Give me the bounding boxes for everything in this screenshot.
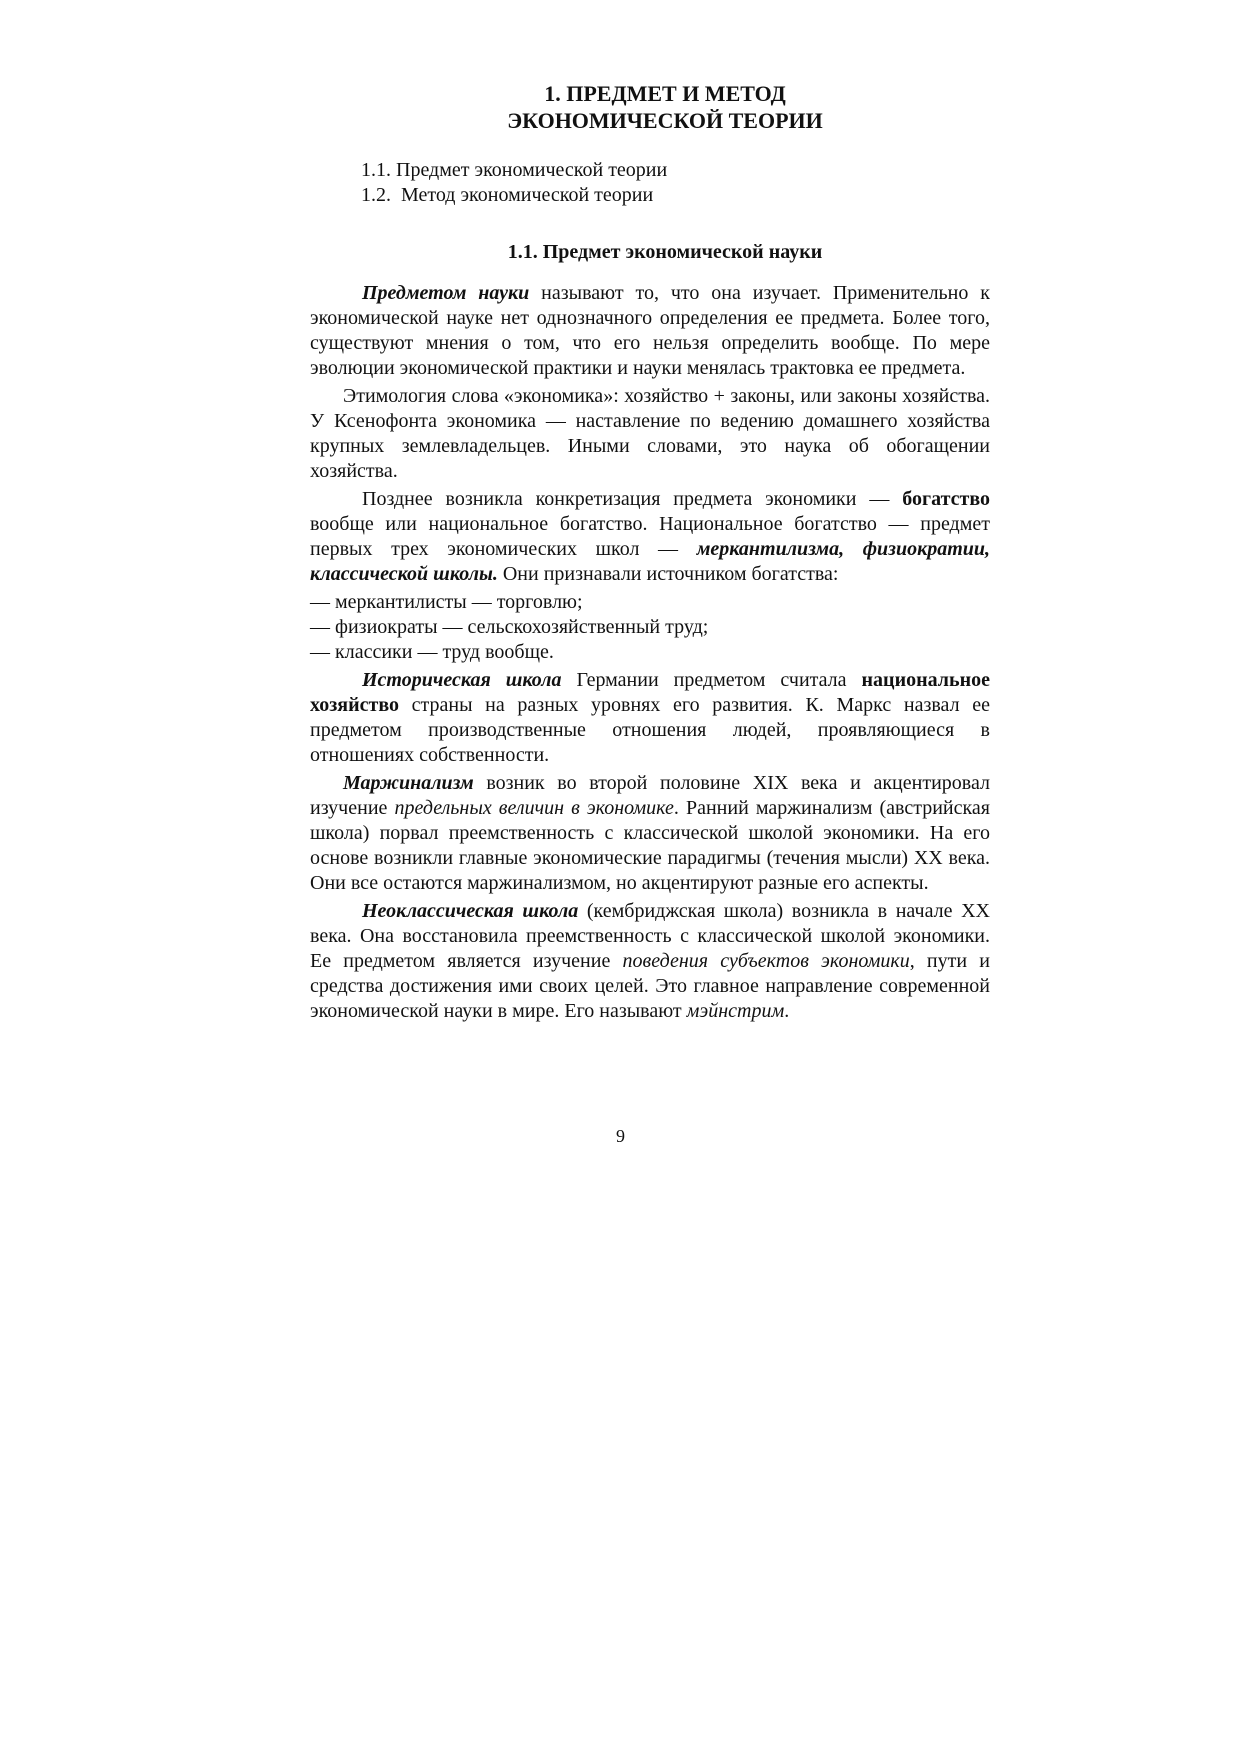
paragraph-etymology [310, 384, 990, 484]
term-historical-school: Историческая школа [362, 669, 562, 691]
toc-item: 1.2. Метод экономической теории [361, 184, 654, 206]
paragraph-text: . [784, 1000, 790, 1022]
paragraph-wealth [310, 487, 990, 587]
paragraph-neoclassical-school [310, 899, 990, 1024]
page-number: 9 [616, 1126, 625, 1146]
term-neoclassical-school: Неоклассическая школа [362, 900, 579, 922]
italic-phrase: предельных величин в экономике [394, 797, 674, 819]
paragraph-text: страны на разных уровнях его развития. К. Маркс назвал ее предметом производственные отношения людей, проявляющиеся в отношениях собственности. [310, 694, 990, 766]
body-text [310, 281, 990, 1024]
section-title: 1.1. Предмет экономической науки [507, 241, 823, 263]
list-item: — классики — труд вообще. [310, 641, 554, 663]
paragraph-text: возник во второй половине XIX века и акцентировал изучение [310, 772, 990, 819]
term-subject-of-science: Предметом науки [362, 282, 530, 304]
italic-phrase: поведения субъектов экономики [622, 950, 910, 972]
paragraph-historical-school [310, 668, 990, 768]
toc-item: 1.1. Предмет экономической теории [361, 159, 668, 181]
paragraph-text: Этимология слова «экономика»: хозяйство + законы, или законы хозяйства. У Ксенофонта экономика — наставление по ведению домашнего хозяйства крупных землевладельцев. Иными словами, это наука об обогащении хозяйства. [310, 385, 990, 482]
term-schools: меркантилизма, физиократии, классической школы. [310, 538, 991, 585]
paragraph-text: вообще или национальное богатство. Национальное богатство — предмет первых трех экономических школ — [310, 513, 990, 560]
paragraph-subject-of-science [310, 281, 990, 381]
list-item: — меркантилисты — торговлю; [310, 591, 583, 613]
paragraph-text: называют то, что она изучает. Применительно к экономической науке нет однозначного определения ее предмета. Более того, существуют мнения о том, что его нельзя определить вообще. По мере эволюции экономической практики и науки менялась трактовка ее предмета. [310, 282, 990, 379]
chapter-title-line-2: ЭКОНОМИЧЕСКОЙ ТЕОРИИ [507, 108, 823, 133]
paragraph-text: Они признавали источником богатства: [497, 563, 839, 585]
chapter-title [340, 80, 990, 134]
term-wealth: богатство [902, 488, 990, 510]
table-of-contents [361, 158, 990, 208]
list-item: — физиократы — сельскохозяйственный труд; [310, 616, 709, 638]
paragraph-text: Позднее возникла конкретизация предмета экономики — [362, 488, 903, 510]
term-national-economy: национальное хозяйство [310, 669, 990, 716]
italic-phrase: мэйнстрим [686, 1000, 785, 1022]
paragraph-text: (кембриджская школа) возникла в начале XX века. Она восстановила преемственность с классической школой экономики. Ее предметом является изучение [310, 900, 991, 972]
paragraph-text: Германии предметом считала [561, 669, 862, 691]
paragraph-text: . Ранний маржинализм (австрийская школа) порвал преемственность с классической школой экономики. На его основе возникли главные экономические парадигмы (течения мысли) XX века. Они все остаются маржинализмом, но акцентируют разные его аспекты. [310, 797, 991, 894]
paragraph-marginalism [310, 771, 990, 896]
chapter-title-line-1: 1. ПРЕДМЕТ И МЕТОД [544, 81, 786, 106]
paragraph-text: , пути и средства достижения ими своих целей. Это главное направление современной экономической науки в мире. Его называют [310, 950, 990, 1022]
document-page [310, 80, 990, 1027]
term-marginalism: Маржинализм [343, 772, 474, 794]
